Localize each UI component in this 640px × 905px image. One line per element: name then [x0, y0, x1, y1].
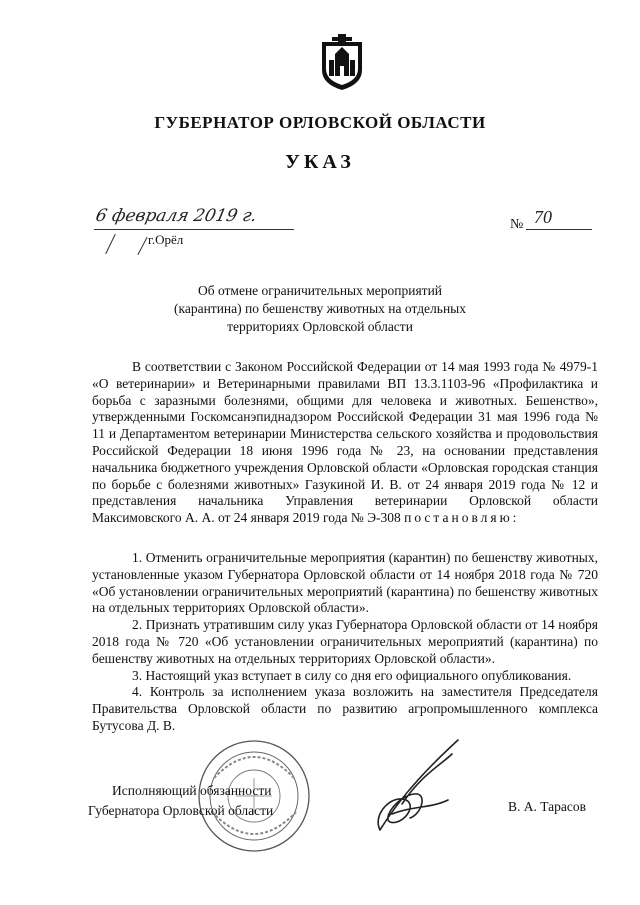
- signatory-position: [88, 781, 273, 821]
- decree-point: 4. Контроль за исполнением указа возложить на заместителя Председателя Правительства Орловской области по развитию агропромышленного комплекса Бутусова Д. В.: [92, 684, 598, 733]
- date-underline: [94, 229, 294, 230]
- preamble-text: В соответствии с Законом Российской Федерации от 14 мая 1993 года № 4979-1 «О ветеринарии» и Ветеринарными правилами ВП 13.3.1103-96 «Профилактика и борьба с заразными болезнями, общими для человека и животных. Бешенство», утвержденными Госкомсанэпиднадзором Российской Федерации 31 мая 1996 года № 11 и Департаментом ветеринарии Министерства сельского хозяйства и продовольствия Российской Федерации 18 июня 1996 года № 23, на основании представления начальника бюджетного учреждения Орловской области «Орловская городская станция по борьбе с болезнями животных» Газукиной И. В. от 24 января 2019 года № 12 и представления начальника Управления ветеринарии Орловской области Максимовского А. А. от 24 января 2019 года № Э-308: [92, 359, 598, 526]
- decree-points: [92, 550, 598, 735]
- signatory-name: В. А. Тарасов: [508, 799, 587, 814]
- document-type: УКАЗ: [285, 151, 355, 173]
- document-number: 70: [534, 207, 552, 227]
- handwritten-signature: [362, 734, 472, 844]
- date-stroke: [105, 234, 116, 254]
- document-city: г.Орёл: [148, 232, 184, 247]
- number-underline: [526, 229, 592, 230]
- heading-line: территориях Орловской области: [227, 319, 413, 334]
- city-stroke: [137, 237, 147, 255]
- position-line: Исполняющий обязанности: [112, 783, 272, 798]
- resolve-word: постановляю:: [404, 510, 520, 526]
- number-label: №: [510, 217, 524, 232]
- decree-point: 2. Признать утратившим силу указ Губернатора Орловской области от 14 ноября 2018 года № 720 «Об установлении ограничительных мероприятий (карантина) по бешенству животных на отдельных территориях Орловской области».: [92, 617, 598, 666]
- decree-point: 3. Настоящий указ вступает в силу со дня его официального опубликования.: [132, 667, 572, 683]
- position-line: Губернатора Орловской области: [88, 803, 274, 818]
- document-date: 6 февраля 2019 г.: [93, 206, 259, 226]
- document-heading: [150, 282, 490, 336]
- page-title: ГУБЕРНАТОР ОРЛОВСКОЙ ОБЛАСТИ: [154, 113, 486, 132]
- heading-line: (карантина) по бешенству животных на отдельных: [173, 301, 466, 316]
- decree-point: 1. Отменить ограничительные мероприятия (карантин) по бешенству животных, установленные указом Губернатора Орловской области от 14 ноября 2018 года № 720 «Об установлении ограничительных мероприятий (карантина) по бешенству животных на отдельных территориях Орловской области».: [92, 550, 598, 616]
- heading-line: Об отмене ограничительных мероприятий: [197, 283, 443, 298]
- preamble: [92, 359, 598, 527]
- coat-of-arms-icon: [318, 32, 366, 92]
